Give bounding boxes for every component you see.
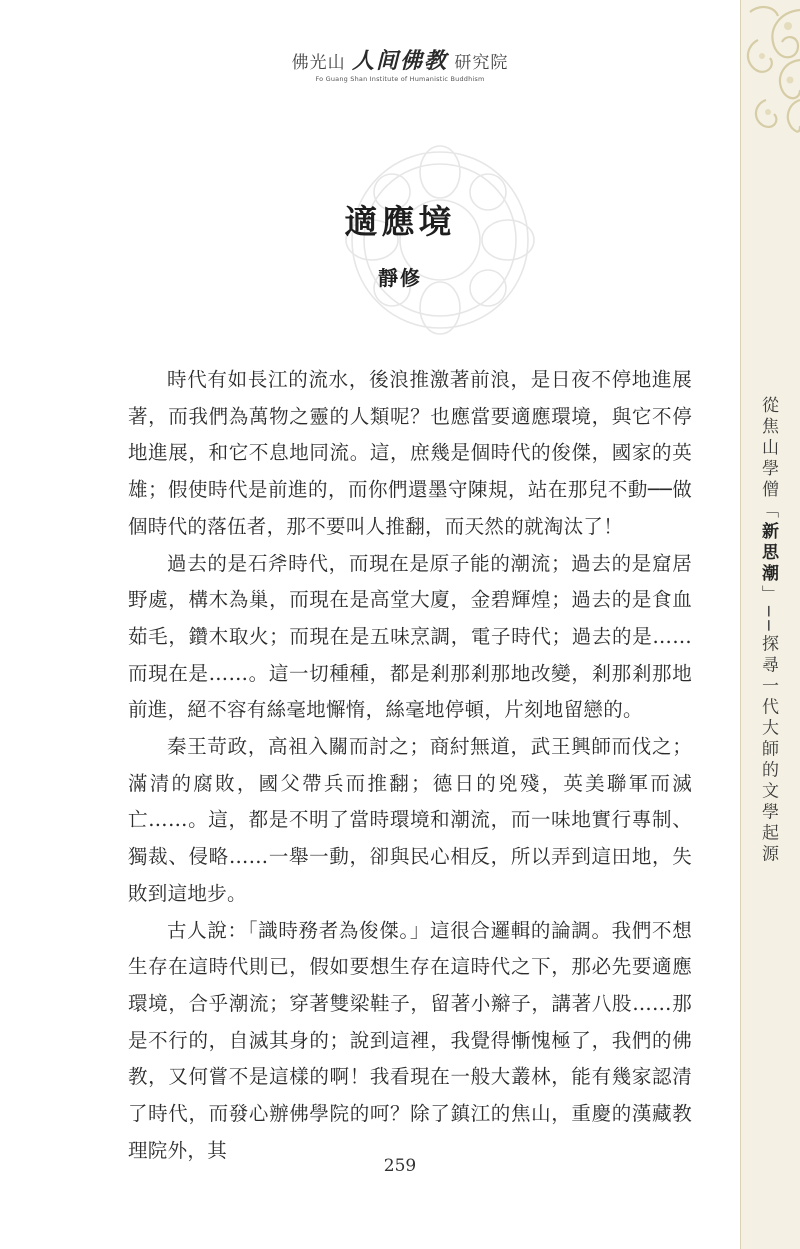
article-title: 適應境 — [344, 202, 456, 241]
side-title-part1: 從焦山學僧「 — [758, 396, 778, 522]
side-book-title — [748, 396, 788, 866]
institute-header — [268, 30, 532, 92]
article-body — [128, 362, 692, 1169]
side-strip-border — [740, 0, 741, 1249]
header-text-part1: 佛光山 — [291, 53, 346, 73]
paragraph-4: 古人說：「識時務者為俊傑。」這很合邏輯的論調。我們不想生存在這時代則已，假如要想生存在這時代之下，那必先要適應環境，合乎潮流；穿著雙梁鞋子，留著小辮子，講著八股……那是不行的，自滅其身的；說到這裡，我覺得慚愧極了，我們的佛教，又何嘗不是這樣的啊！我看現在一般大叢林，能有幾家認清了時代，而發心辦佛學院的呵？除了鎮江的焦山，重慶的漢藏教理院外，其 — [128, 918, 692, 1162]
header-logo-text — [268, 44, 532, 75]
article-author: 靜修 — [378, 266, 422, 290]
side-title-part2: 」──探尋一代大師的文學起源 — [758, 585, 778, 866]
paragraph-3: 秦王苛政，高祖入關而討之；商紂無道，武王興師而伐之；滿清的腐敗，國父帶兵而推翻；德日的兇殘，英美聯軍而滅亡……。這，都是不明了當時環境和潮流，而一味地實行專制、獨裁、侵略……一舉一動，卻與民心相反，所以弄到這田地，失敗到這地步。 — [128, 735, 692, 905]
floral-ornament-icon — [740, 0, 800, 150]
header-brand: 人间佛教 — [351, 48, 448, 74]
page-number: 259 — [383, 1156, 417, 1176]
paragraph-2: 過去的是石斧時代，而現在是原子能的潮流；過去的是窟居野處，構木為巢，而現在是高堂大廈，金碧輝煌；過去的是食血茹毛，鑽木取火；而現在是五味烹調，電子時代；過去的是……而現在是……。這一切種種，都是剎那剎那地改變，剎那剎那地前進，絕不容有絲毫地懈惰，絲毫地停頓，片刻地留戀的。 — [128, 551, 692, 722]
header-subtitle: Fo Guang Shan Institute of Humanistic Buddhism — [315, 75, 485, 83]
paragraph-1: 時代有如長江的流水，後浪推激著前浪，是日夜不停地進展著，而我們為萬物之靈的人類呢？也應當要適應環境，與它不停地進展，和它不息地同流。這，庶幾是個時代的俊傑，國家的英雄；假使時代是前進的，而你們還墨守陳規，站在那兒不動──做個時代的落伍者，那不要叫人推翻，而天然的就淘汰了！ — [128, 368, 692, 538]
header-text-part2: 研究院 — [454, 53, 509, 73]
side-title-bold: 新思潮 — [758, 522, 778, 585]
